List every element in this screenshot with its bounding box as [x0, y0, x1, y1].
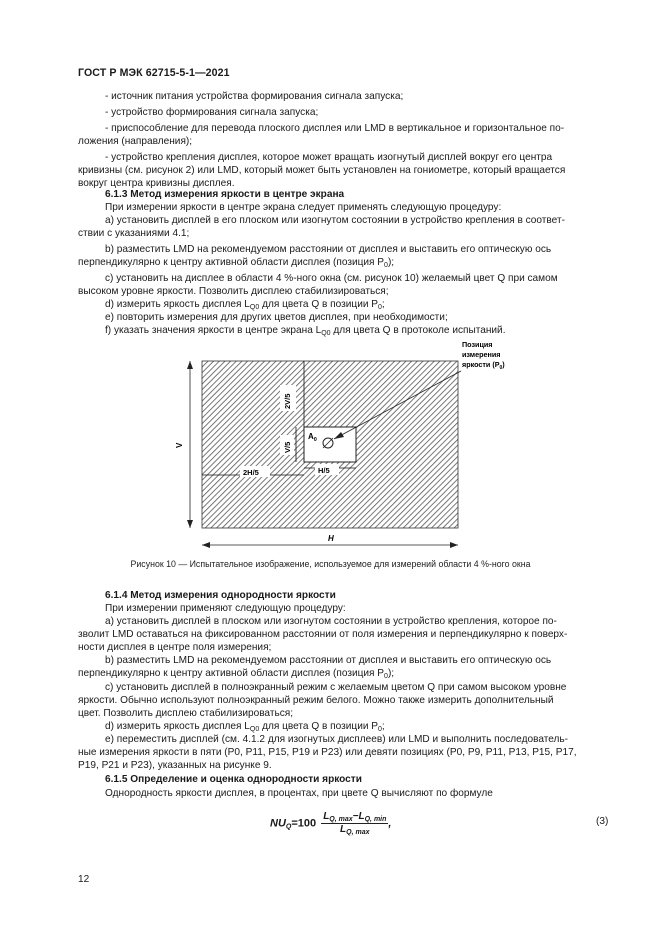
- sec613-item-b-2: перпендикулярно к центру активной области дисплея (позиция $P_0$);: [78, 257, 395, 269]
- list-item-mount-3: вокруг центра кривизны дисплея.: [78, 178, 235, 189]
- sec614-item-e-3: P19, P21 и P23), указанных на рисунке 9.: [78, 760, 272, 771]
- section-heading-6-1-3: 6.1.3 Метод измерения яркости в центре экрана: [105, 189, 345, 200]
- sec614-item-a-2: зволит LMD оставаться на фиксированном расстоянии от поля измерения и перпендикулярно к поверх-: [78, 629, 568, 640]
- label-v5: V/5: [283, 441, 292, 453]
- label-h: H: [328, 534, 334, 543]
- section-heading-6-1-4: 6.1.4 Метод измерения однородности яркости: [105, 590, 336, 601]
- sec613-item-f: f) указать значения яркости в центре экрана $L_{Q0}$ для цвета Q в протоколе испытаний.: [105, 325, 506, 337]
- sec613-item-b-1: b) разместить LMD на рекомендуемом расстоянии от дисплея и выставить его оптическую ось: [105, 244, 552, 255]
- sec614-item-a-3: ности дисплея в центре поля измерения;: [78, 642, 272, 653]
- sec613-item-a-2: ствии с указаниями 4.1;: [78, 228, 190, 239]
- list-item-fixture-2: ложения (направления);: [78, 136, 193, 147]
- section-heading-6-1-5: 6.1.5 Определение и оценка однородности яркости: [105, 774, 362, 785]
- sec614-item-d: d) измерить яркость дисплея $L_{Q0}$ для цвета Q в позиции $P_0$;: [105, 721, 385, 733]
- sec614-item-b-1: b) разместить LMD на рекомендуемом расстоянии от дисплея и выставить его оптическую ось: [105, 655, 552, 666]
- sec613-item-e: е) повторить измерения для других цветов дисплея, при необходимости;: [105, 312, 448, 323]
- sec614-item-e-2: ные измерения яркости в пяти (P0, P11, P15, P19 и P23) или девяти позициях (P0, P9, P11, P13, P15, P17,: [78, 747, 577, 758]
- formula-nu: $NU_Q=100$ $L_{Q, max}-L_{Q, min}$ $L_{Q, max}$ ,: [270, 811, 392, 836]
- callout-line-1: Позиция: [462, 340, 493, 349]
- figure-caption: Рисунок 10 — Испытательное изображение, используемое для измерений области 4 %-ного окна: [130, 559, 531, 569]
- sec614-item-c-2: яркости. Обычно используют полноэкранный режим белого. Можно также измерить дополнительный: [78, 695, 554, 706]
- list-item-power: - источник питания устройства формирования сигнала запуска;: [105, 91, 404, 102]
- label-2h5: 2H/5: [243, 468, 259, 477]
- sec614-item-c-3: цвет. Позволить дисплею стабилизироваться;: [78, 708, 294, 719]
- list-item-mount-2: кривизны (см. рисунок 2) или LMD, который может быть установлен на гониометре, который вращается: [78, 165, 566, 176]
- callout-line-3: яркости $(P_0)$: [462, 360, 505, 371]
- sec615-intro: Однородность яркости дисплея, в процентах, при цвете Q вычисляют по формуле: [105, 788, 493, 799]
- sec613-item-d: d) измерить яркость дисплея $L_{Q0}$ для цвета Q в позиции $P_0$;: [105, 299, 385, 311]
- label-2v5: 2V/5: [283, 393, 292, 409]
- label-h5: H/5: [318, 466, 330, 475]
- sec614-item-b-2: перпендикулярно к центру активной области дисплея (позиция $P_0$);: [78, 668, 395, 680]
- sec613-item-c-1: с) установить на дисплее в области 4 %-ного окна (см. рисунок 10) желаемый цвет Q при самом: [105, 273, 558, 284]
- document-header: ГОСТ Р МЭК 62715-5-1—2021: [78, 67, 230, 79]
- sec614-item-a-1: а) установить дисплей в плоском или изогнутом состоянии в устройство крепления, которое по-: [105, 616, 557, 627]
- sec614-intro: При измерении применяют следующую процедуру:: [105, 603, 346, 614]
- label-v: V: [175, 442, 184, 448]
- sec613-intro: При измерении яркости в центре экрана следует применять следующую процедуру:: [105, 202, 502, 213]
- page-number: 12: [78, 874, 90, 885]
- sec614-item-c-1: с) установить дисплей в полноэкранный режим с желаемым цветом Q при самом высоком уровне: [105, 682, 567, 693]
- sec614-item-e-1: е) переместить дисплей (см. 4.1.2 для изогнутых дисплеев) или LMD и выполнить последователь-: [105, 734, 569, 745]
- figure-10-test-image: [160, 335, 505, 555]
- list-item-fixture-1: - приспособление для перевода плоского дисплея или LMD в вертикальное и горизонтальное по-: [105, 123, 565, 134]
- list-item-mount-1: - устройство крепления дисплея, которое может вращать изогнутый дисплей вокруг его центра: [105, 152, 553, 163]
- sec613-item-c-2: высоком уровне яркости. Позволить дисплею стабилизироваться;: [78, 286, 389, 297]
- sec613-item-a-1: а) установить дисплей в его плоском или изогнутом состоянии в устройство крепления в соответ-: [105, 215, 565, 226]
- label-a0: $A_0$: [308, 432, 317, 443]
- callout-line-2: измерения: [462, 350, 501, 359]
- list-item-trigger: - устройство формирования сигнала запуска;: [105, 107, 319, 118]
- equation-number: (3): [596, 816, 609, 827]
